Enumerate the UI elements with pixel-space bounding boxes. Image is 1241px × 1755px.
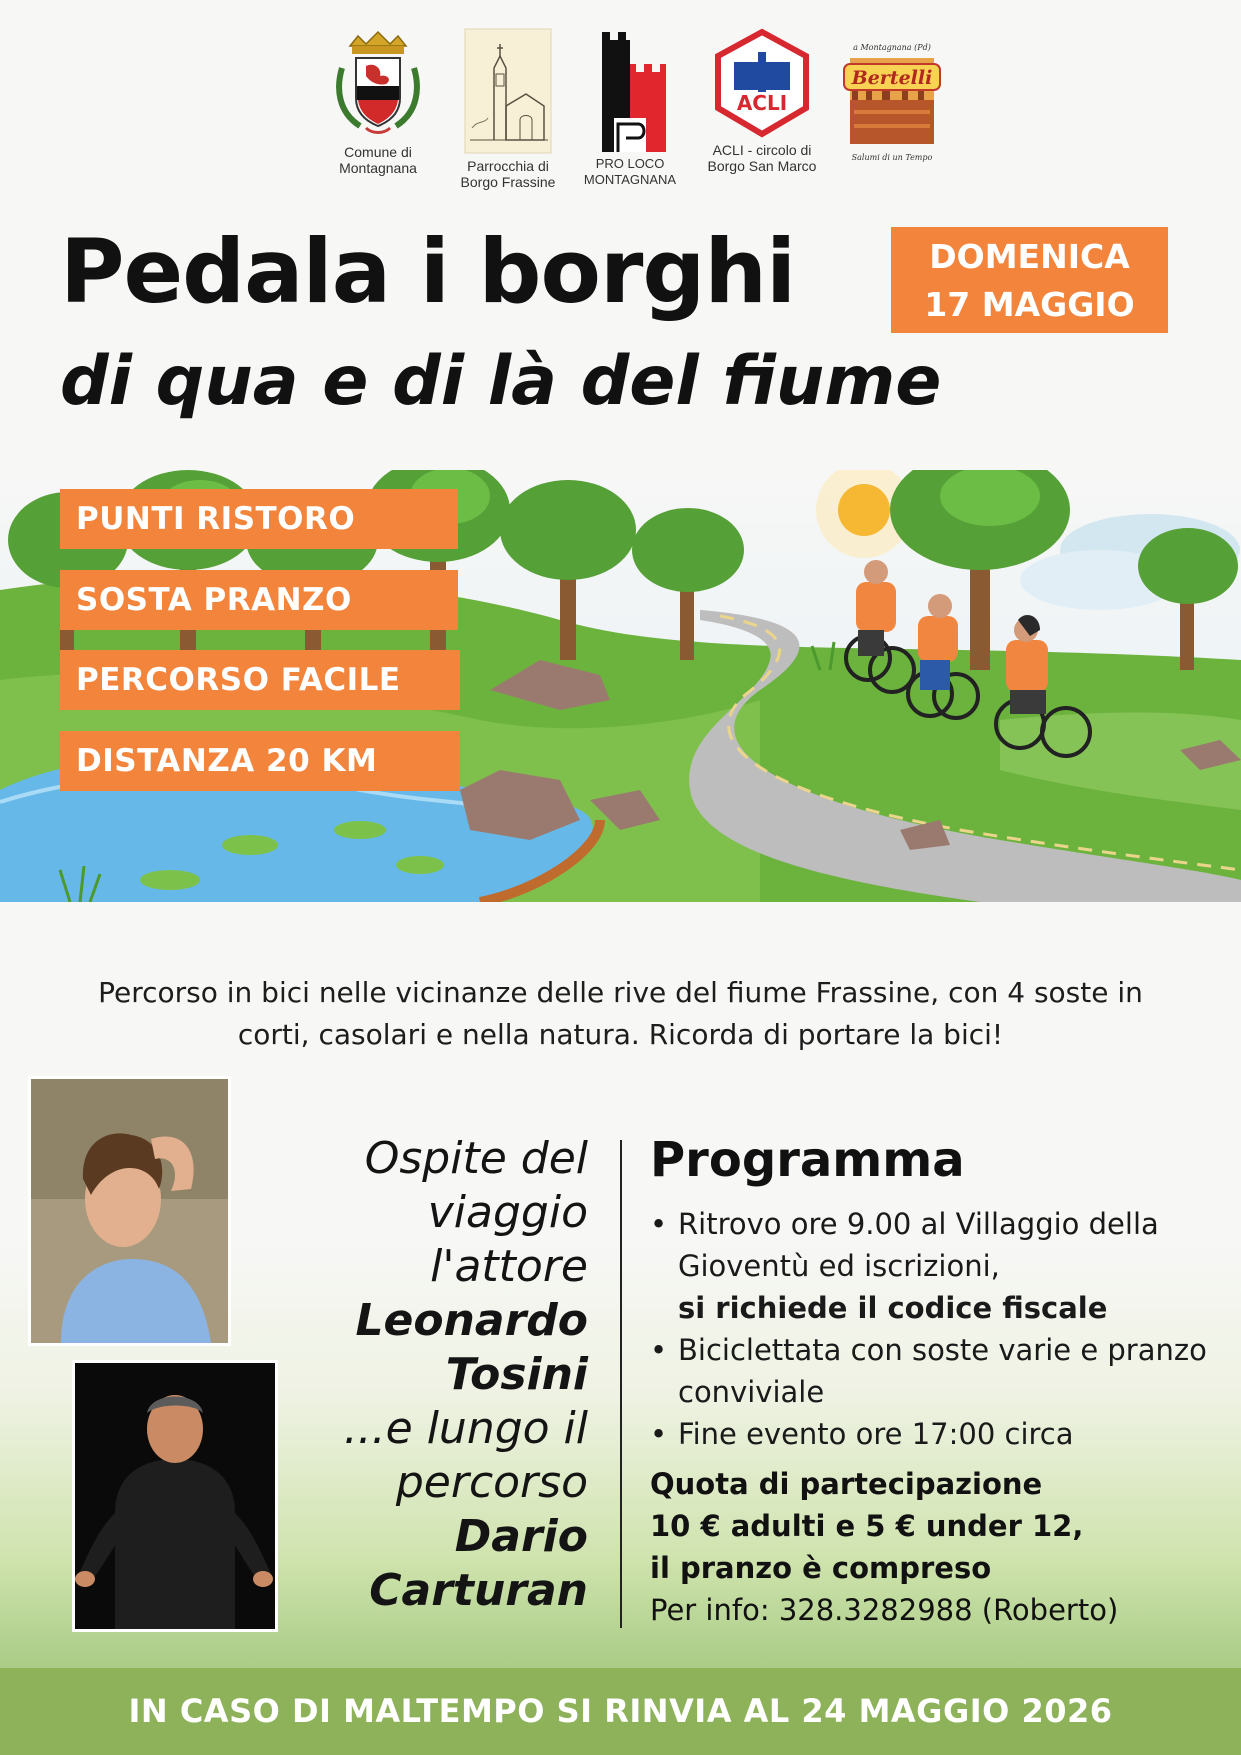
logo-caption: Parrocchia di Borgo Frassine: [460, 158, 556, 190]
fee-amount: 10 € adulti e 5 € under 12,: [650, 1509, 1084, 1543]
program-item: [678, 1413, 1238, 1455]
comune-montagnana-crest-icon: [330, 28, 426, 140]
logo-comune-montagnana: [318, 28, 438, 176]
bertelli-top-text: a Montagnana (Pd): [853, 43, 931, 52]
guest-announcement: [258, 1132, 588, 1618]
logo-acli: [700, 28, 824, 174]
portrait-man-photo-icon: [31, 1079, 228, 1343]
bertelli-logo-icon: [842, 40, 942, 166]
page-subtitle: di qua e di là del fiume: [60, 342, 942, 421]
acli-logo-text: ACLI: [736, 91, 788, 115]
feature-tag-ristoro: PUNTI RISTORO: [60, 489, 458, 549]
fee-lunch-note: il pranzo è compreso: [650, 1551, 992, 1585]
guest-name: Tosini: [445, 1349, 588, 1400]
program-item: [678, 1203, 1238, 1329]
logo-caption: Comune di Montagnana: [339, 144, 417, 176]
guest-photo-dario: [72, 1360, 278, 1632]
acli-hexagon-logo-icon: [712, 28, 812, 138]
program-item-text: Fine evento ore 17:00 circa: [678, 1417, 1074, 1451]
guest-line: percorso: [395, 1457, 588, 1508]
logo-parrocchia: [452, 28, 564, 190]
parrocchia-church-drawing-icon: [464, 28, 552, 154]
guest-name: Carturan: [369, 1565, 588, 1616]
program-item-bold: si richiede il codice fiscale: [678, 1291, 1108, 1325]
guest-line: Ospite del: [364, 1133, 588, 1184]
logo-bertelli: [840, 40, 944, 166]
feature-tag-distanza: DISTANZA 20 KM: [60, 731, 460, 791]
program-title: Programma: [650, 1132, 965, 1188]
event-date-badge: [891, 227, 1168, 333]
column-divider: [620, 1140, 622, 1628]
guest-photo-leonardo: [28, 1076, 231, 1346]
fee-heading: Quota di partecipazione: [650, 1467, 1043, 1501]
guest-name: Leonardo: [355, 1295, 588, 1346]
feature-tag-pranzo: SOSTA PRANZO: [60, 570, 458, 630]
date-month: 17 MAGGIO: [924, 285, 1135, 324]
pro-loco-tower-icon: [590, 28, 670, 152]
feature-tag-percorso: PERCORSO FACILE: [60, 650, 460, 710]
participation-fee: [650, 1463, 1210, 1631]
guest-line: viaggio: [427, 1187, 588, 1238]
program-item-text: Biciclettata con soste varie e pranzo conviviale: [678, 1333, 1207, 1409]
bertelli-tagline: Salumi di un Tempo: [851, 153, 933, 162]
logo-pro-loco: [580, 28, 680, 188]
portrait-actor-photo-icon: [75, 1363, 275, 1629]
bertelli-logo-text: Bertelli: [851, 67, 933, 89]
guest-line: l'attore: [430, 1241, 588, 1292]
date-day: DOMENICA: [929, 237, 1130, 276]
weather-postponement-banner: IN CASO DI MALTEMPO SI RINVIA AL 24 MAGGIO 2026: [0, 1668, 1241, 1755]
guest-name: Dario: [454, 1511, 588, 1562]
guest-line: ...e lungo il: [343, 1403, 588, 1454]
program-item-text: Ritrovo ore 9.00 al Villaggio della Gioventù ed iscrizioni,: [678, 1207, 1159, 1283]
event-description: Percorso in bici nelle vicinanze delle rive del fiume Frassine, con 4 soste in corti, casolari e nella natura. Ricorda di portare la bici!: [98, 976, 1143, 1051]
logo-caption: ACLI - circolo di Borgo San Marco: [707, 142, 817, 174]
contact-info: Per info: 328.3282988 (Roberto): [650, 1593, 1119, 1627]
logo-caption: PRO LOCO MONTAGNANA: [583, 156, 677, 187]
program-list: [650, 1203, 1238, 1455]
program-item: [678, 1329, 1238, 1413]
page-title: Pedala i borghi: [60, 220, 796, 323]
